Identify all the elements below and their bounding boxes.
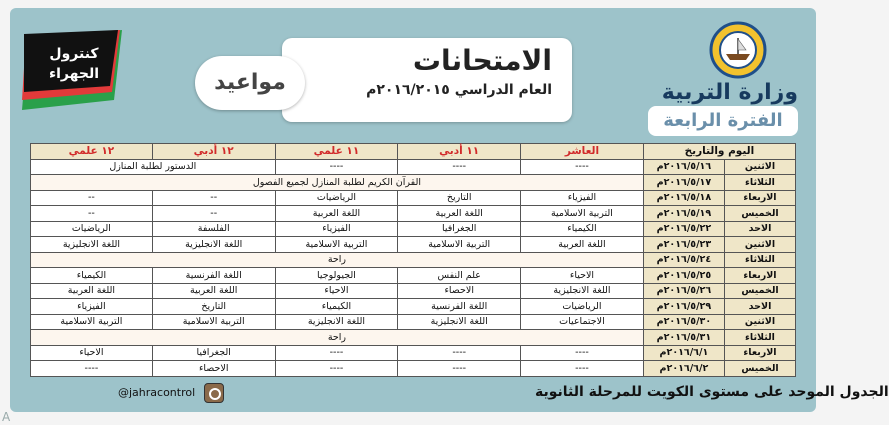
exam-cell: ---- xyxy=(275,361,398,377)
row-date: ٢٠١٦/٥/٣٠م xyxy=(643,314,724,330)
exam-cell: الرياضيات xyxy=(521,299,644,315)
row-day: الاربعاء xyxy=(724,345,795,361)
exam-cell: -- xyxy=(31,190,153,206)
exam-cell: التاريخ xyxy=(152,299,275,315)
exam-table-wrapper xyxy=(30,143,796,377)
exam-cell: ---- xyxy=(521,159,644,175)
exam-cell: التربية الاسلامية xyxy=(398,237,521,253)
exam-cell: التاريخ xyxy=(398,190,521,206)
exam-cell: الاحياء xyxy=(31,345,153,361)
exam-cell: التربية الاسلامية xyxy=(521,206,644,222)
table-row xyxy=(31,206,796,222)
row-day: الثلاثاء xyxy=(724,330,795,346)
footer-note: الجدول الموحد على مستوى الكويت للمرحلة الثانوية xyxy=(535,384,889,400)
row-day: الاثنين xyxy=(724,314,795,330)
exam-cell: ---- xyxy=(398,361,521,377)
row-date: ٢٠١٦/٥/١٦م xyxy=(643,159,724,175)
exam-cell: -- xyxy=(152,206,275,222)
row-date: ٢٠١٦/٥/٢٤م xyxy=(643,252,724,268)
row-day: الخميس xyxy=(724,283,795,299)
exam-cell: الاجتماعيات xyxy=(521,314,644,330)
row-day: الثلاثاء xyxy=(724,175,795,191)
table-row xyxy=(31,237,796,253)
control-badge xyxy=(22,30,127,112)
exam-cell: ---- xyxy=(275,159,398,175)
title-box xyxy=(282,38,572,122)
exam-cell: علم النفس xyxy=(398,268,521,284)
table-row xyxy=(31,314,796,330)
exam-cell: الاحصاء xyxy=(152,361,275,377)
table-row xyxy=(31,190,796,206)
exam-cell: ---- xyxy=(398,159,521,175)
row-date: ٢٠١٦/٥/٢٦م xyxy=(643,283,724,299)
poster-footer xyxy=(10,380,889,412)
row-date: ٢٠١٦/٥/٢٢م xyxy=(643,221,724,237)
table-row xyxy=(31,283,796,299)
table-body xyxy=(31,159,796,376)
exam-cell: -- xyxy=(31,206,153,222)
exam-cell: الاحياء xyxy=(275,283,398,299)
table-row xyxy=(31,159,796,175)
exam-cell: اللغة الفرنسية xyxy=(398,299,521,315)
row-day: الاثنين xyxy=(724,159,795,175)
exam-cell: الجغرافيا xyxy=(152,345,275,361)
row-merged-cell: راحة xyxy=(31,330,644,346)
page-title: الامتحانات xyxy=(412,44,552,77)
exam-cell: اللغة العربية xyxy=(152,283,275,299)
exam-cell: ---- xyxy=(275,345,398,361)
exam-cell: اللغة العربية xyxy=(31,283,153,299)
row-merged-cell: القرآن الكريم لطلبة المنازل لجميع الفصول xyxy=(31,175,644,191)
table-header-row xyxy=(31,144,796,160)
kuwait-emblem-icon xyxy=(708,20,768,80)
exam-cell: الرياضيات xyxy=(275,190,398,206)
exam-cell: اللغة الانجليزية xyxy=(275,314,398,330)
row-date: ٢٠١٦/٥/١٩م xyxy=(643,206,724,222)
row-date: ٢٠١٦/٦/٢م xyxy=(643,361,724,377)
table-row xyxy=(31,221,796,237)
row-day: الثلاثاء xyxy=(724,252,795,268)
exam-cell: اللغة العربية xyxy=(275,206,398,222)
badge-line1: كنترول xyxy=(49,46,99,62)
schedule-poster xyxy=(10,8,889,412)
exam-cell: ---- xyxy=(521,361,644,377)
exam-cell: الفيزياء xyxy=(31,299,153,315)
header-grade-12-sci: ١٢ علمي xyxy=(31,144,153,160)
row-date: ٢٠١٦/٥/١٧م xyxy=(643,175,724,191)
row-day: الاحد xyxy=(724,299,795,315)
exam-cell: ---- xyxy=(521,345,644,361)
exam-cell: الكيمياء xyxy=(31,268,153,284)
row-date: ٢٠١٦/٥/٣١م xyxy=(643,330,724,346)
exam-cell: الجغرافيا xyxy=(398,221,521,237)
exam-cell: الكيمياء xyxy=(275,299,398,315)
school-year: العام الدراسي ٢٠١٦/٢٠١٥م xyxy=(366,82,552,98)
exam-cell: اللغة العربية xyxy=(521,237,644,253)
table-row xyxy=(31,330,796,346)
dates-word: مواعيد xyxy=(195,56,305,110)
table-row xyxy=(31,252,796,268)
table-row xyxy=(31,268,796,284)
exam-cell: اللغة الانجليزية xyxy=(398,314,521,330)
row-date: ٢٠١٦/٥/٢٩م xyxy=(643,299,724,315)
table-row xyxy=(31,361,796,377)
exam-cell: الرياضيات xyxy=(31,221,153,237)
corner-letter: A xyxy=(2,410,11,424)
row-merged-cell: راحة xyxy=(31,252,644,268)
exam-cell: الجيولوجيا xyxy=(275,268,398,284)
header-day-date: اليوم والتاريخ xyxy=(643,144,795,160)
badge-line2: الجهراء xyxy=(48,66,100,82)
row-date: ٢٠١٦/٥/١٨م xyxy=(643,190,724,206)
exam-cell: -- xyxy=(152,190,275,206)
row-day: الاربعاء xyxy=(724,190,795,206)
exam-cell: التربية الاسلامية xyxy=(152,314,275,330)
exam-cell: اللغة الانجليزية xyxy=(31,237,153,253)
header-grade-10: العاشر xyxy=(521,144,644,160)
exam-cell: اللغة العربية xyxy=(398,206,521,222)
exam-cell: اللغة الفرنسية xyxy=(152,268,275,284)
exam-cell: الفلسفة xyxy=(152,221,275,237)
instagram-icon xyxy=(204,383,224,403)
exam-cell: التربية الاسلامية xyxy=(275,237,398,253)
row-day: الاربعاء xyxy=(724,268,795,284)
exam-cell: الفيزياء xyxy=(275,221,398,237)
instagram-handle: @jahracontrol xyxy=(118,386,196,399)
row-date: ٢٠١٦/٥/٢٥م xyxy=(643,268,724,284)
header-grade-11-sci: ١١ علمي xyxy=(275,144,398,160)
row-day: الخميس xyxy=(724,361,795,377)
exam-cell: الكيمياء xyxy=(521,221,644,237)
row-date: ٢٠١٦/٥/٢٣م xyxy=(643,237,724,253)
poster-header xyxy=(10,8,816,138)
row-day: الخميس xyxy=(724,206,795,222)
exam-cell: الاحياء xyxy=(521,268,644,284)
exam-cell: اللغة الانجليزية xyxy=(521,283,644,299)
exam-cell: الفيزياء xyxy=(521,190,644,206)
period-label: الفترة الرابعة xyxy=(648,106,798,136)
ministry-name: وزارة التربية xyxy=(661,80,798,105)
table-row xyxy=(31,345,796,361)
row-day: الاحد xyxy=(724,221,795,237)
exam-cell: التربية الاسلامية xyxy=(31,314,153,330)
row-date: ٢٠١٦/٦/١م xyxy=(643,345,724,361)
exam-cell: ---- xyxy=(398,345,521,361)
exam-cell-merged: الدستور لطلبة المنازل xyxy=(31,159,276,175)
exam-cell: الاحصاء xyxy=(398,283,521,299)
row-day: الاثنين xyxy=(724,237,795,253)
header-grade-12-lit: ١٢ أدبي xyxy=(152,144,275,160)
exam-cell: اللغة الانجليزية xyxy=(152,237,275,253)
exam-cell: ---- xyxy=(31,361,153,377)
table-row xyxy=(31,175,796,191)
exam-schedule-table xyxy=(30,143,796,377)
header-grade-11-lit: ١١ أدبي xyxy=(398,144,521,160)
table-row xyxy=(31,299,796,315)
